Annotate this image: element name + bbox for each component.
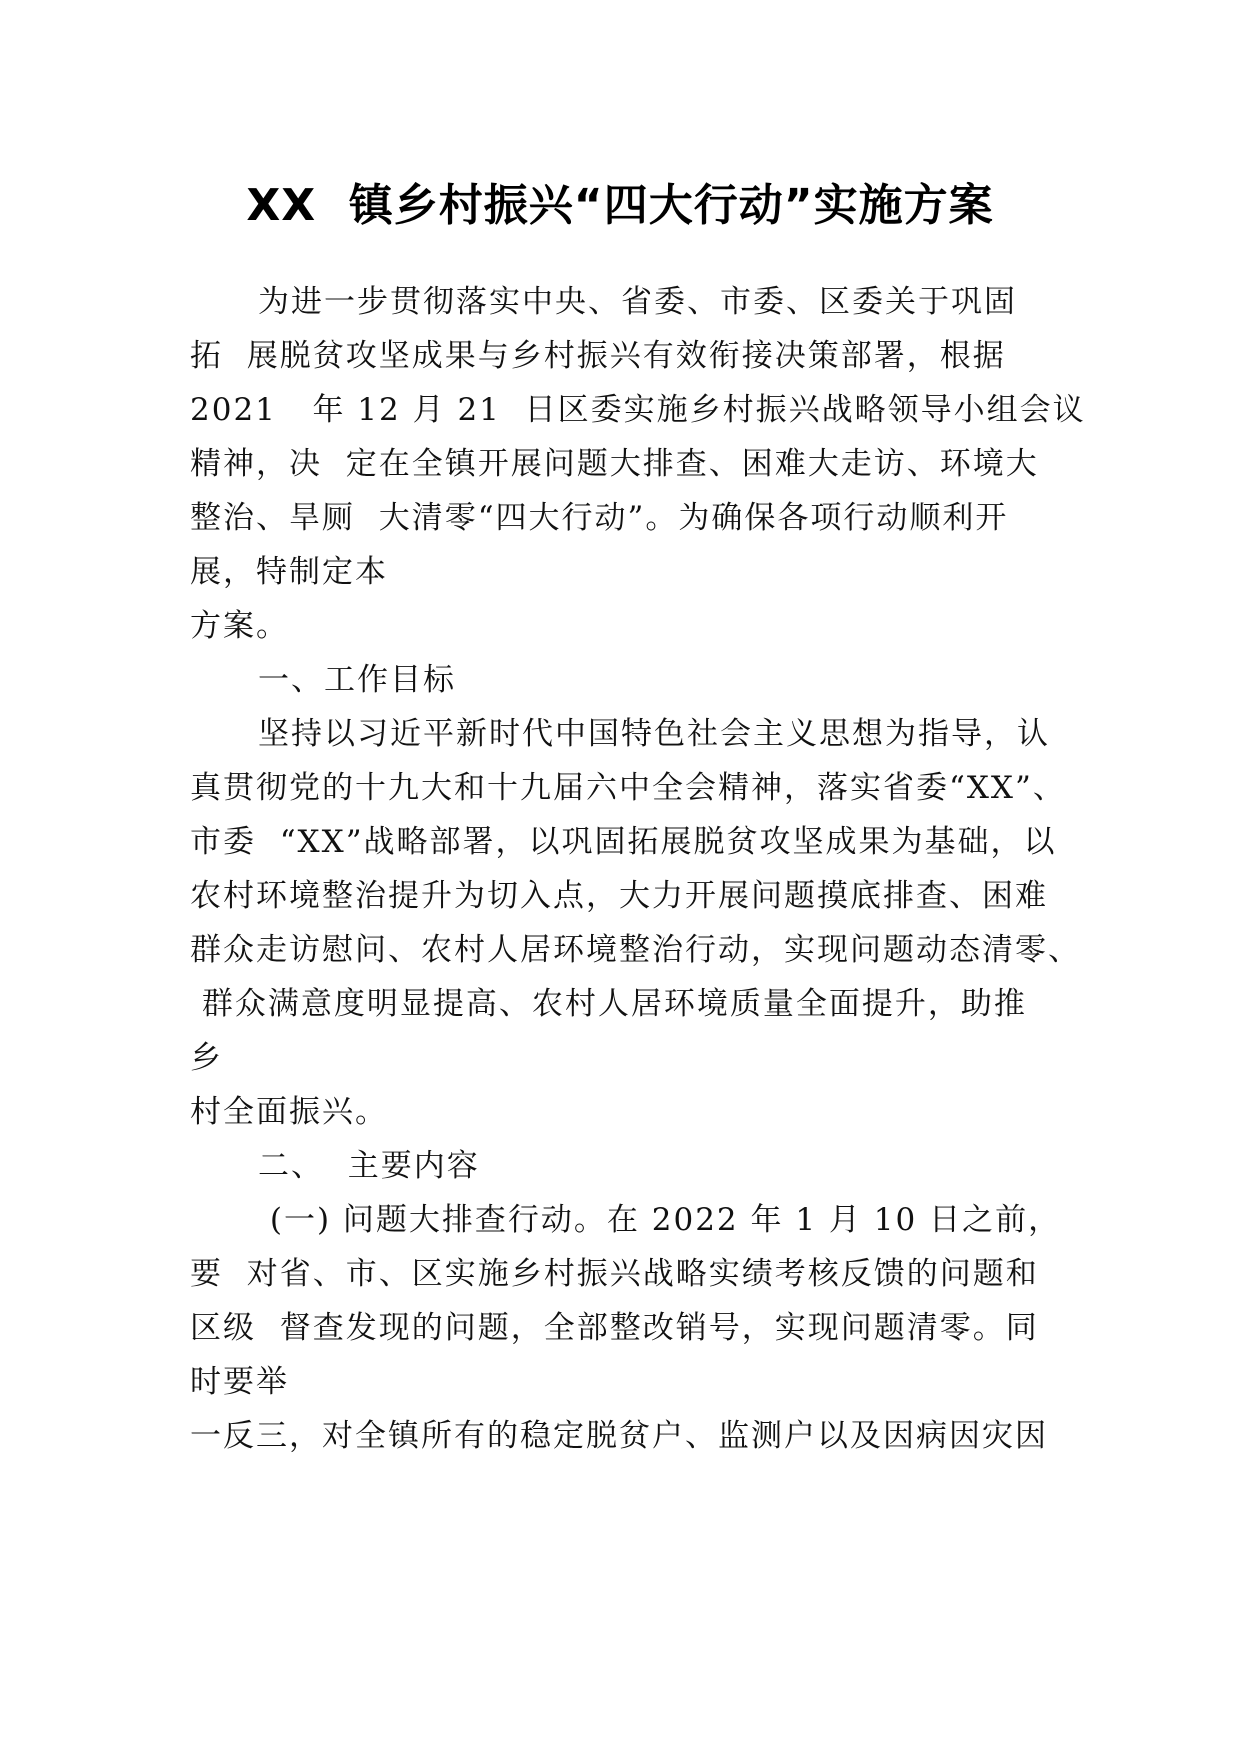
paragraph-line: 方案。 <box>190 608 289 644</box>
paragraph-line: 真贯彻党的十九大和十九届六中全会精神，落实省委“XX”、 <box>190 770 1066 806</box>
section-heading: 一、工作目标 <box>258 662 456 698</box>
paragraph-line: 农村环境整治提升为切入点，大力开展问题摸底排查、困难 <box>190 878 1048 914</box>
paragraph-line: (一) 问题大排查行动。在 2022 年 1 月 10 日之前， <box>258 1202 1062 1238</box>
paragraph-line: 坚持以习近平新时代中国特色社会主义思想为指导，认 <box>258 716 1050 752</box>
paragraph-line: 一反三，对全镇所有的稳定脱贫户、监测户以及因病因灾因 <box>190 1418 1048 1454</box>
paragraph-line: 村全面振兴。 <box>190 1094 388 1130</box>
paragraph-line: 时要举 <box>190 1364 289 1400</box>
section-heading: 二、 主要内容 <box>258 1148 480 1184</box>
paragraph-line: 拓 展脱贫攻坚成果与乡村振兴有效衔接决策部署，根据 <box>190 338 1006 374</box>
paragraph-line: 要 对省、市、区实施乡村振兴战略实绩考核反馈的问题和 <box>190 1256 1039 1292</box>
paragraph-line: 乡 <box>190 1040 223 1076</box>
paragraph-line: 群众满意度明显提高、农村人居环境质量全面提升，助推 <box>190 986 1027 1022</box>
paragraph-line: 2021 年 12 月 21 日区委实施乡村振兴战略领导小组会议 <box>190 392 1086 428</box>
paragraph-line: 展，特制定本 <box>190 554 388 590</box>
paragraph-line: 市委 “XX”战略部署，以巩固拓展脱贫攻坚成果为基础，以 <box>190 824 1057 860</box>
paragraph-line: 整治、旱厕 大清零“四大行动”。为确保各项行动顺利开 <box>190 500 1009 536</box>
paragraph-line: 区级 督查发现的问题，全部整改销号，实现问题清零。同 <box>190 1310 1039 1346</box>
document-title: XX 镇乡村振兴“四大行动”实施方案 <box>246 180 994 231</box>
paragraph-line: 精神，决 定在全镇开展问题大排查、困难大走访、环境大 <box>190 446 1039 482</box>
paragraph-line: 为进一步贯彻落实中央、省委、市委、区委关于巩固 <box>258 284 1017 320</box>
paragraph-line: 群众走访慰问、农村人居环境整治行动，实现问题动态清零、 <box>190 932 1081 968</box>
